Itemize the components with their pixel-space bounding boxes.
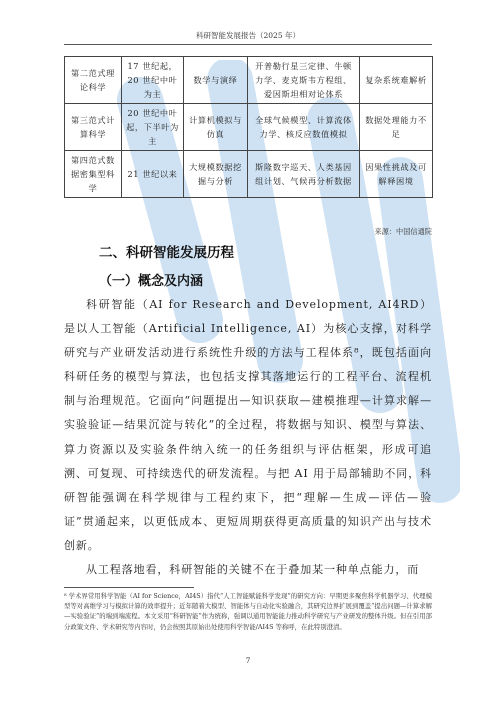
running-header: 科研智能发展报告（2025 年） [196, 31, 300, 40]
table-cell-paradigm: 第四范式数据密集型科学 [65, 151, 122, 198]
table-cell-examples: 斯隆数字巡天、人类基因组计划、气候再分析数据 [248, 151, 360, 198]
footnote: ⁸ 学术界常用科学智能（AI for Science，AI4S）指代“人工智能赋能科学发现”的研究方向：早期更多聚焦科学机器学习、代理模型等对高维学习与模拟计算的效率提升；近年随着大模型、智能体与自动化实验融合，其研究边界扩展到覆盖“提出问题—计算求解—实验验证”的端到端流程。本文采用“科研智能”作为统称，强调以通用智能能力推动科学研究与产业研发的整体升级。但在引用部分政策文件、学术研究等内容时，仍会按照其原始出处使用科学智能/AI4S 等称呼，在此特别澄清。 [64, 592, 432, 631]
table-cell-paradigm: 第三范式计算科学 [65, 104, 122, 151]
body-text [64, 293, 432, 582]
section-heading: 二、科研智能发展历程 [99, 245, 234, 261]
table-source: 来源：中国信通院 [374, 227, 432, 236]
table-cell-paradigm: 第二范式理论科学 [65, 57, 122, 104]
paragraph: 科研智能（AI for Research and Development, AI4RD）是以人工智能（Artificial Intelligence, AI）为核心支撑，对科学研究与产业研发活动进行系统性升级的方法与工程体系⁸，既包括面向科研任务的模型与算法，也包括支撑其落地运行的工程平台、流程机制与治理规范。它面向“问题提出—知识获取—建模推理—计算求解—实验验证—结果沉淀与转化”的全过程，将数据与知识、模型与算法、算力资源以及实验条件纳入统一的任务组织与评估框架，形成可追溯、可复现、可持续迭代的研发流程。与把 AI 用于局部辅助不同，科研智能强调在科学规律与工程约束下，把“理解—生成—评估—验证”贯通起来，以更低成本、更短周期获得更高质量的知识产出与技术创新。 [64, 298, 432, 552]
table-row [65, 151, 433, 198]
table-cell-era: 20 世纪中叶起，下半叶为主 [122, 104, 184, 151]
table-row [65, 104, 433, 151]
table-cell-limits: 因果性挑战及可解释困境 [360, 151, 433, 198]
paragraph: 从工程落地看，科研智能的关键不在于叠加某一种单点能力，而 [86, 563, 420, 577]
table-cell-limits: 复杂系统难解析 [360, 57, 433, 104]
subsection-heading: （一）概念及内涵 [99, 274, 204, 289]
footnote-divider [64, 587, 194, 588]
paradigm-table [64, 56, 433, 198]
table-cell-examples: 全球气候模型、计算流体力学、核反应数值模拟 [248, 104, 360, 151]
page-number: 7 [245, 656, 251, 665]
table-cell-method: 大规模数据挖掘与分析 [184, 151, 248, 198]
header-divider [64, 44, 432, 45]
table-cell-method: 数学与演绎 [184, 57, 248, 104]
table-cell-examples: 开普勒行星三定律、牛顿力学、麦克斯韦方程组、爱因斯坦相对论体系 [248, 57, 360, 104]
table-cell-limits: 数据处理能力不足 [360, 104, 433, 151]
table-cell-era: 21 世纪以来 [122, 151, 184, 198]
table-cell-era: 17 世纪起，20 世纪中叶为主 [122, 57, 184, 104]
table-row [65, 57, 433, 104]
table-cell-method: 计算机模拟与仿真 [184, 104, 248, 151]
